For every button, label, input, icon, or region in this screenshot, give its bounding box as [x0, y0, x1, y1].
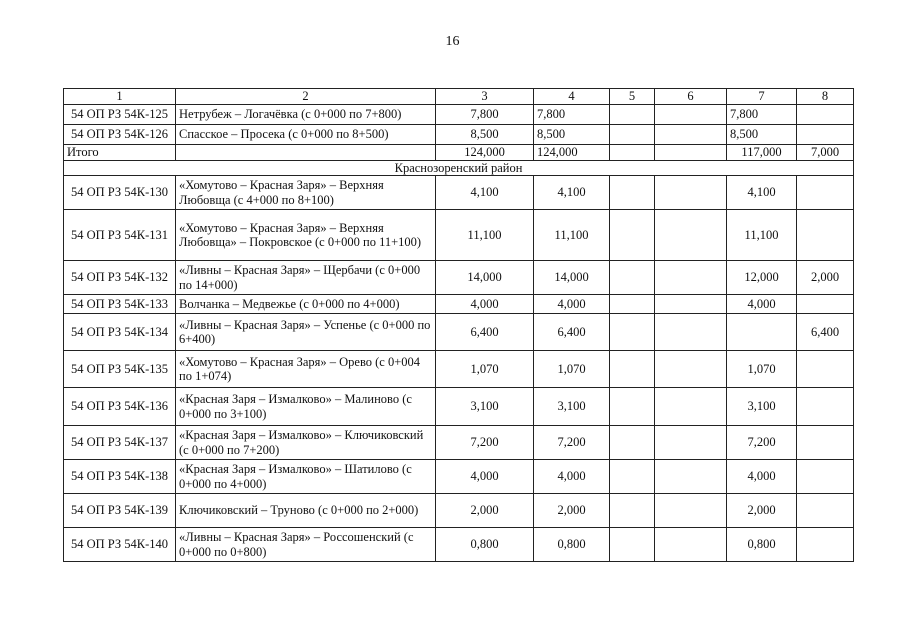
road-code: 54 ОП РЗ 54К-126 [64, 124, 176, 144]
cell-col7: 0,800 [727, 528, 797, 562]
table-row [64, 314, 854, 351]
cell-col5 [610, 176, 655, 210]
region-title: Краснозоренский район [64, 160, 854, 176]
cell-col4: 1,070 [534, 351, 610, 388]
cell-col3: 14,000 [436, 261, 534, 295]
cell-col5 [610, 528, 655, 562]
table-row [64, 295, 854, 314]
cell-col5 [610, 210, 655, 261]
cell-col7: 2,000 [727, 494, 797, 528]
cell-col6 [655, 426, 727, 460]
cell-col7 [727, 314, 797, 351]
road-code: 54 ОП РЗ 54К-130 [64, 176, 176, 210]
header-cell: 6 [655, 89, 727, 105]
cell-col4: 11,100 [534, 210, 610, 261]
cell-col4: 124,000 [534, 144, 610, 160]
header-cell: 8 [797, 89, 854, 105]
cell-col7: 1,070 [727, 351, 797, 388]
cell-col6 [655, 351, 727, 388]
road-code: 54 ОП РЗ 54К-136 [64, 388, 176, 426]
road-code: 54 ОП РЗ 54К-132 [64, 261, 176, 295]
header-cell: 3 [436, 89, 534, 105]
cell-col5 [610, 261, 655, 295]
table-row [64, 351, 854, 388]
cell-col7: 11,100 [727, 210, 797, 261]
road-code: 54 ОП РЗ 54К-133 [64, 295, 176, 314]
cell-col8 [797, 351, 854, 388]
cell-col3: 8,500 [436, 124, 534, 144]
cell-col5 [610, 494, 655, 528]
cell-col6 [655, 261, 727, 295]
header-cell: 7 [727, 89, 797, 105]
cell-col3: 4,000 [436, 460, 534, 494]
road-name: «Красная Заря – Измалково» – Малиново (с 0+000 по 3+100) [176, 388, 436, 426]
cell-col3: 1,070 [436, 351, 534, 388]
cell-col5 [610, 388, 655, 426]
cell-col7: 7,200 [727, 426, 797, 460]
cell-col5 [610, 426, 655, 460]
total-row [64, 144, 854, 160]
cell-col3: 124,000 [436, 144, 534, 160]
cell-col8: 6,400 [797, 314, 854, 351]
cell-col3: 2,000 [436, 494, 534, 528]
header-cell: 4 [534, 89, 610, 105]
cell-col5 [610, 144, 655, 160]
road-code: 54 ОП РЗ 54К-134 [64, 314, 176, 351]
table-row [64, 210, 854, 261]
road-name: «Хомутово – Красная Заря» – Верхняя Любовща (с 4+000 по 8+100) [176, 176, 436, 210]
cell-col7: 4,100 [727, 176, 797, 210]
cell-col3: 0,800 [436, 528, 534, 562]
cell-col5 [610, 314, 655, 351]
cell-col6 [655, 314, 727, 351]
cell-col8 [797, 210, 854, 261]
table-row [64, 176, 854, 210]
cell-col6 [655, 176, 727, 210]
road-name: Волчанка – Медвежье (с 0+000 по 4+000) [176, 295, 436, 314]
cell-col3: 11,100 [436, 210, 534, 261]
road-name: «Красная Заря – Измалково» – Ключиковский (с 0+000 по 7+200) [176, 426, 436, 460]
cell-col5 [610, 460, 655, 494]
region-row [64, 160, 854, 176]
cell-col3: 7,800 [436, 104, 534, 124]
cell-col6 [655, 144, 727, 160]
page-number: 16 [445, 34, 460, 49]
road-name: Ключиковский – Труново (с 0+000 по 2+000) [176, 494, 436, 528]
table-row [64, 104, 854, 124]
cell-col7: 4,000 [727, 295, 797, 314]
cell-col3: 7,200 [436, 426, 534, 460]
cell-col4: 4,000 [534, 295, 610, 314]
table-row [64, 426, 854, 460]
header-cell: 5 [610, 89, 655, 105]
cell-col4: 0,800 [534, 528, 610, 562]
road-name: «Ливны – Красная Заря» – Россошенский (с 0+000 по 0+800) [176, 528, 436, 562]
cell-col5 [610, 351, 655, 388]
cell-col4: 14,000 [534, 261, 610, 295]
cell-col8 [797, 460, 854, 494]
cell-col6 [655, 104, 727, 124]
cell-col6 [655, 494, 727, 528]
cell-col7: 12,000 [727, 261, 797, 295]
header-row [64, 89, 854, 105]
cell-col6 [655, 210, 727, 261]
cell-col7: 117,000 [727, 144, 797, 160]
cell-col4: 4,100 [534, 176, 610, 210]
road-code: 54 ОП РЗ 54К-125 [64, 104, 176, 124]
road-name: Нетрубеж – Логачёвка (с 0+000 по 7+800) [176, 104, 436, 124]
cell-col8 [797, 426, 854, 460]
cell-col8: 7,000 [797, 144, 854, 160]
cell-col8 [797, 494, 854, 528]
cell-col6 [655, 388, 727, 426]
cell-col6 [655, 460, 727, 494]
road-code: 54 ОП РЗ 54К-137 [64, 426, 176, 460]
cell-col8 [797, 528, 854, 562]
road-code: 54 ОП РЗ 54К-131 [64, 210, 176, 261]
table-row [64, 124, 854, 144]
cell-col4: 7,800 [534, 104, 610, 124]
roads-table [63, 88, 854, 562]
cell-col3: 4,000 [436, 295, 534, 314]
road-name: «Хомутово – Красная Заря» – Верхняя Любовща» – Покровское (с 0+000 по 11+100) [176, 210, 436, 261]
road-code: 54 ОП РЗ 54К-140 [64, 528, 176, 562]
cell-col2 [176, 144, 436, 160]
cell-col3: 6,400 [436, 314, 534, 351]
road-name: «Ливны – Красная Заря» – Успенье (с 0+000 по 6+400) [176, 314, 436, 351]
cell-col4: 2,000 [534, 494, 610, 528]
cell-col8: 2,000 [797, 261, 854, 295]
road-name: Спасское – Просека (с 0+000 по 8+500) [176, 124, 436, 144]
cell-col5 [610, 104, 655, 124]
cell-col8 [797, 176, 854, 210]
cell-col3: 4,100 [436, 176, 534, 210]
cell-col4: 6,400 [534, 314, 610, 351]
road-name: «Хомутово – Красная Заря» – Орево (с 0+004 по 1+074) [176, 351, 436, 388]
road-code: 54 ОП РЗ 54К-138 [64, 460, 176, 494]
cell-col4: 4,000 [534, 460, 610, 494]
header-cell: 2 [176, 89, 436, 105]
cell-col4: 3,100 [534, 388, 610, 426]
table-row [64, 261, 854, 295]
road-name: «Красная Заря – Измалково» – Шатилово (с 0+000 по 4+000) [176, 460, 436, 494]
road-name: «Ливны – Красная Заря» – Щербачи (с 0+000 по 14+000) [176, 261, 436, 295]
header-cell: 1 [64, 89, 176, 105]
total-label: Итого [64, 144, 176, 160]
cell-col8 [797, 124, 854, 144]
cell-col7: 8,500 [727, 124, 797, 144]
cell-col4: 8,500 [534, 124, 610, 144]
cell-col7: 3,100 [727, 388, 797, 426]
cell-col5 [610, 295, 655, 314]
table-row [64, 460, 854, 494]
table-row [64, 388, 854, 426]
cell-col7: 7,800 [727, 104, 797, 124]
table-row [64, 528, 854, 562]
cell-col6 [655, 528, 727, 562]
cell-col8 [797, 388, 854, 426]
road-code: 54 ОП РЗ 54К-135 [64, 351, 176, 388]
cell-col7: 4,000 [727, 460, 797, 494]
road-code: 54 ОП РЗ 54К-139 [64, 494, 176, 528]
cell-col3: 3,100 [436, 388, 534, 426]
cell-col5 [610, 124, 655, 144]
cell-col8 [797, 104, 854, 124]
table-row [64, 494, 854, 528]
cell-col4: 7,200 [534, 426, 610, 460]
cell-col8 [797, 295, 854, 314]
cell-col6 [655, 124, 727, 144]
cell-col6 [655, 295, 727, 314]
